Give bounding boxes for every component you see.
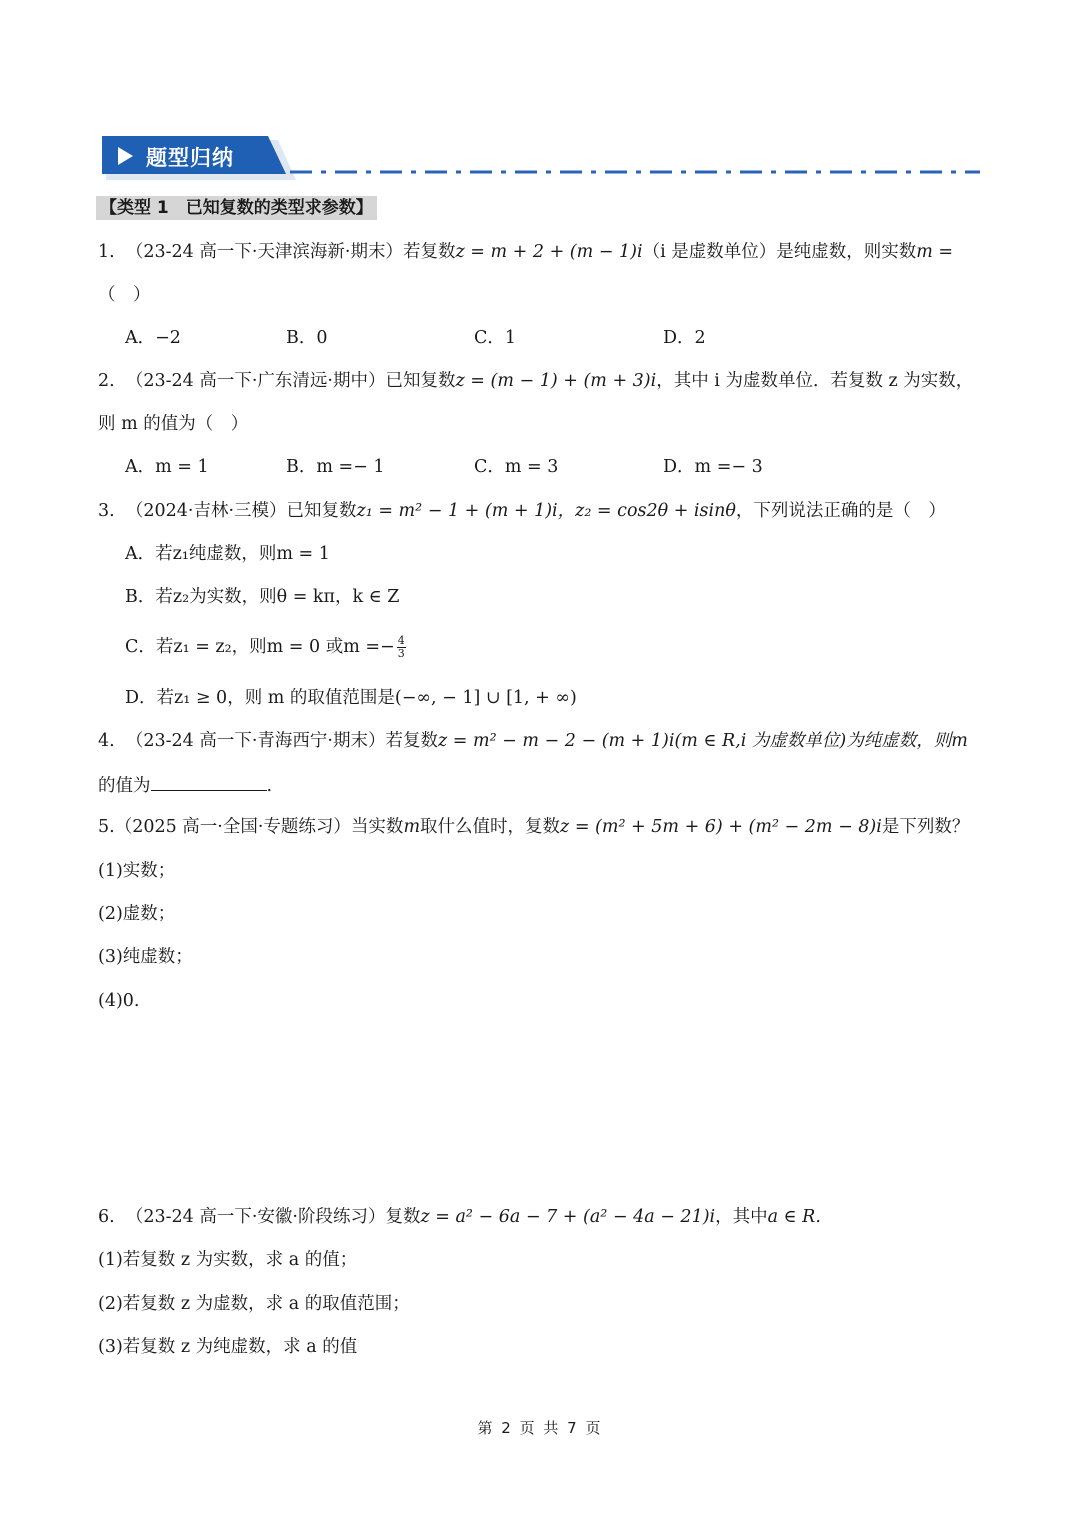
q5-part-2: (2)虚数； [98, 904, 176, 924]
q5-part-3: (3)纯虚数； [98, 947, 193, 967]
section-banner [100, 136, 980, 184]
question-2: 2. （23-24 高一下·广东清远·期中）已知复数z = (m − 1) + (m + 3)i，其中 i 为虚数单位．若复数 z 为实数， [98, 371, 974, 391]
q5-part-4: (4)0. [98, 991, 140, 1011]
question-6: 6. （23-24 高一下·安徽·阶段练习）复数z = a² − 6a − 7 + (a² − 4a − 21)i，其中a ∈ R. [98, 1207, 821, 1227]
question-3: 3. （2024·吉林·三模）已知复数z₁ = m² − 1 + (m + 1)i，z₂ = cos2θ + isinθ，下列说法正确的是（ ） [98, 501, 946, 521]
category-label: 【类型 1 已知复数的类型求参数】 [96, 196, 377, 220]
page-footer: 第 2 页 共 7 页 [477, 1419, 603, 1437]
q5-part-1: (1)实数； [98, 861, 176, 881]
q6-part-3: (3)若复数 z 为纯虚数，求 a 的值 [98, 1337, 358, 1357]
question-1-paren: （ ） [98, 285, 151, 305]
q3-option-b: B．若z₂为实数，则θ = kπ，k ∈ Z [125, 587, 400, 607]
q3-option-a: A．若z₁纯虚数，则m = 1 [125, 544, 330, 564]
q2-option-b: B．m =− 1 [286, 457, 385, 477]
q2-option-a: A．m = 1 [125, 457, 209, 477]
question-4-line2: 的值为 . [98, 772, 272, 798]
q6-part-2: (2)若复数 z 为虚数，求 a 的取值范围； [98, 1294, 410, 1314]
q1-option-b: B．0 [286, 328, 328, 348]
q1-option-d: D．2 [663, 328, 706, 348]
q2-option-c: C．m = 3 [474, 457, 559, 477]
question-4: 4. （23-24 高一下·青海西宁·期末）若复数z = m² − m − 2 − (m + 1)i(m ∈ R,i 为虚数单位)为纯虚数，则m [98, 731, 968, 751]
question-2-line2: 则 m 的值为（ ） [98, 414, 249, 434]
q1-option-a: A．−2 [125, 328, 181, 348]
answer-blank [151, 772, 267, 791]
q3-option-d: D．若z₁ ≥ 0，则 m 的取值范围是(−∞, − 1] ∪ [1, + ∞) [125, 688, 577, 708]
section-title: 题型归纳 [146, 146, 234, 170]
q6-part-1: (1)若复数 z 为实数，求 a 的值； [98, 1250, 358, 1270]
q3-option-c: C．若z₁ = z₂，则m = 0 或m =− $\frac{4}{3}$ [125, 634, 405, 660]
q2-option-d: D．m =− 3 [663, 457, 763, 477]
question-5: 5.（2025 高一·全国·专题练习）当实数m取什么值时，复数z = (m² + 5m + 6) + (m² − 2m − 8)i是下列数？ [98, 817, 970, 837]
question-1: 1. （23-24 高一下·天津滨海新·期末）若复数z = m + 2 + (m − 1)i（i 是虚数单位）是纯虚数，则实数m = [98, 242, 954, 262]
q1-option-c: C．1 [474, 328, 517, 348]
fraction: $\frac{4}{3}$ [397, 634, 405, 660]
